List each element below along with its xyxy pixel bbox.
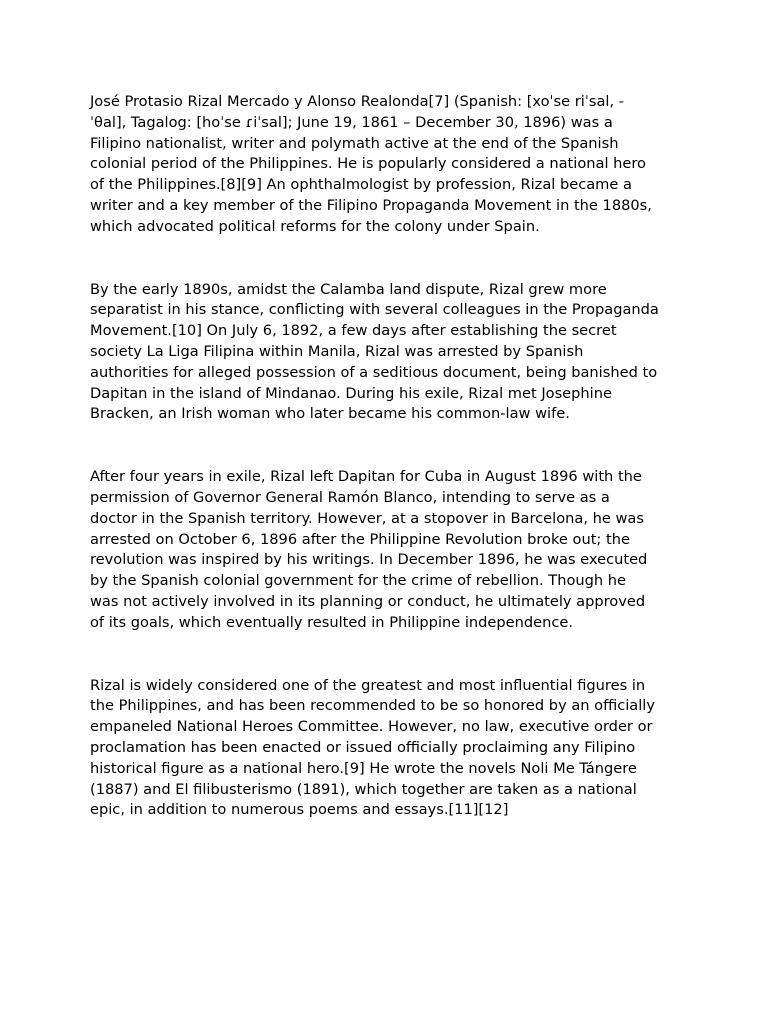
text-line: arrested on October 6, 1896 after the Philippine Revolution broke out; the <box>90 530 630 548</box>
text-line: permission of Governor General Ramón Blanco, intending to serve as a <box>90 488 610 506</box>
text-line: Rizal is widely considered one of the greatest and most influential figures in <box>90 676 646 694</box>
text-line: revolution was inspired by his writings. In December 1896, he was executed <box>90 551 648 569</box>
text-line: authorities for alleged possession of a seditious document, being banished to <box>90 363 658 381</box>
text-line: ˈθal], Tagalog: [hoˈse ɾiˈsal]; June 19, 1861 – December 30, 1896) was a <box>90 113 613 131</box>
text-line: which advocated political reforms for the colony under Spain. <box>90 217 540 235</box>
text-line: Dapitan in the island of Mindanao. During his exile, Rizal met Josephine <box>90 384 612 402</box>
text-line: doctor in the Spanish territory. However, at a stopover in Barcelona, he was <box>90 509 644 527</box>
paragraph-intro <box>90 92 682 238</box>
text-line: writer and a key member of the Filipino Propaganda Movement in the 1880s, <box>90 196 652 214</box>
text-line: colonial period of the Philippines. He is popularly considered a national hero <box>90 155 646 173</box>
text-line: After four years in exile, Rizal left Dapitan for Cuba in August 1896 with the <box>90 468 642 486</box>
paragraph-legacy <box>90 676 682 822</box>
text-line: was not actively involved in its planning or conduct, he ultimately approved <box>90 592 646 610</box>
text-line: society La Liga Filipina within Manila, Rizal was arrested by Spanish <box>90 342 584 360</box>
text-line: Bracken, an Irish woman who later became his common-law wife. <box>90 405 570 423</box>
text-line: historical figure as a national hero.[9] He wrote the novels Noli Me Tángere <box>90 759 637 777</box>
text-line: Filipino nationalist, writer and polymath active at the end of the Spanish <box>90 134 619 152</box>
text-line: empaneled National Heroes Committee. However, no law, executive order or <box>90 718 653 736</box>
text-line: the Philippines, and has been recommended to be so honored by an officially <box>90 697 655 715</box>
text-line: Movement.[10] On July 6, 1892, a few days after establishing the secret <box>90 322 617 340</box>
paragraph-early-1890s <box>90 280 682 426</box>
document-body <box>90 92 682 863</box>
paragraph-exile-and-execution <box>90 467 682 633</box>
text-line: separatist in his stance, conflicting with several colleagues in the Propaganda <box>90 301 659 319</box>
text-line: José Protasio Rizal Mercado y Alonso Realonda[7] (Spanish: [xoˈse riˈsal, - <box>90 93 624 110</box>
text-line: By the early 1890s, amidst the Calamba land dispute, Rizal grew more <box>90 280 607 298</box>
text-line: (1887) and El filibusterismo (1891), which together are taken as a national <box>90 780 637 798</box>
text-line: proclamation has been enacted or issued officially proclaiming any Filipino <box>90 738 636 756</box>
text-line: by the Spanish colonial government for the crime of rebellion. Though he <box>90 572 627 590</box>
text-line: of its goals, which eventually resulted in Philippine independence. <box>90 613 574 631</box>
text-line: epic, in addition to numerous poems and essays.[11][12] <box>90 801 509 819</box>
text-line: of the Philippines.[8][9] An ophthalmologist by profession, Rizal became a <box>90 176 632 194</box>
